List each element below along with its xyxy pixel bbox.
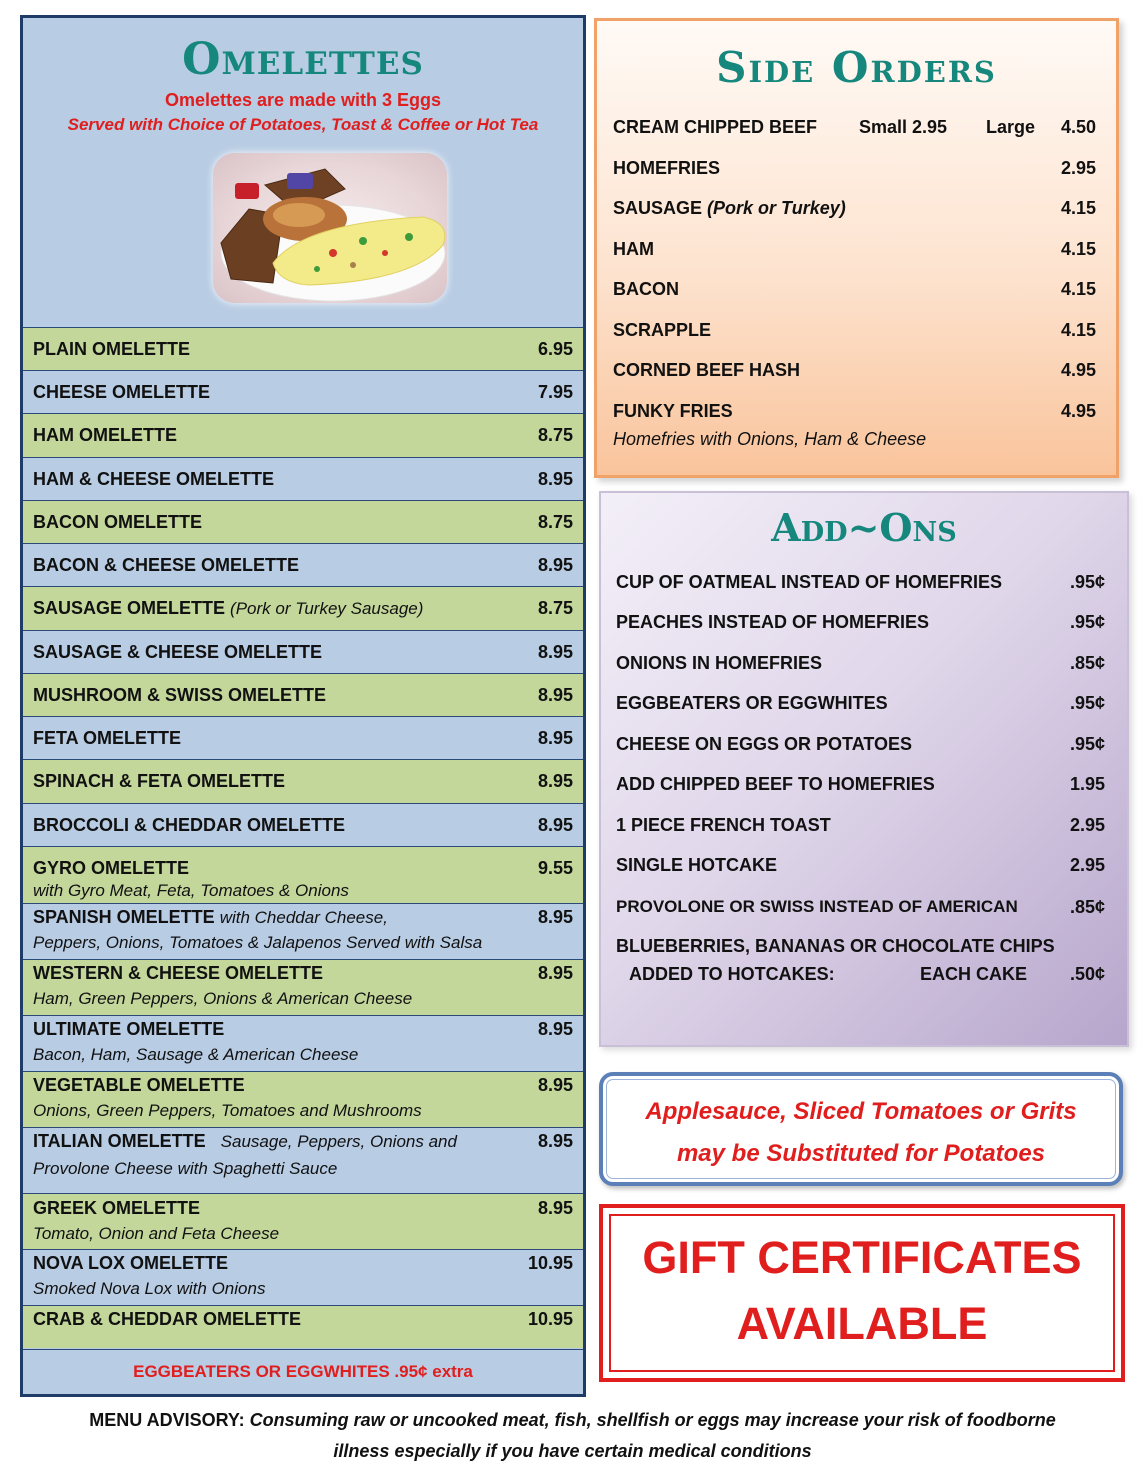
addon-item-onions <box>616 653 1105 675</box>
item-name: BLUEBERRIES, BANANAS OR CHOCOLATE CHIPS <box>616 936 1055 956</box>
side-orders-panel <box>594 18 1119 478</box>
side-item-bacon <box>613 279 1096 301</box>
item-name: SAUSAGE & CHEESE OMELETTE <box>33 642 323 662</box>
omelettes-header <box>23 18 583 324</box>
side-item-ham <box>613 239 1096 261</box>
item-price: 8.75 <box>537 425 573 445</box>
advisory-label: MENU ADVISORY: <box>89 1410 245 1430</box>
item-name: NOVA LOX OMELETTE <box>33 1253 229 1273</box>
addon-item-peaches <box>616 612 1105 634</box>
item-price: 8.95 <box>537 1198 573 1218</box>
menu-item-western-cheese-omelette <box>23 959 583 1015</box>
item-name: ONIONS IN HOMEFRIES <box>616 653 823 673</box>
menu-item-crab-cheddar-omelette <box>23 1305 583 1348</box>
item-large-label: Large <box>986 117 1036 137</box>
advisory-text-2: illness especially if you have certain medical conditions <box>333 1441 812 1461</box>
item-price: 4.15 <box>1060 320 1096 340</box>
item-price: 4.95 <box>1060 401 1096 421</box>
omelette-plate-icon <box>213 153 447 303</box>
item-price: 4.15 <box>1060 198 1096 218</box>
item-note: with Cheddar Cheese, <box>219 908 388 927</box>
substitution-line-1: Applesauce, Sliced Tomatoes or Grits <box>645 1098 1077 1125</box>
each-cake-price: .50¢ <box>1069 964 1105 984</box>
item-name <box>33 907 388 928</box>
side-item-sausage <box>613 198 1096 220</box>
addon-item-provolone-swiss <box>616 897 1105 919</box>
omelettes-list <box>23 327 583 1348</box>
item-price: 8.75 <box>537 598 573 618</box>
item-name: FETA OMELETTE <box>33 728 181 748</box>
item-price: 9.55 <box>537 858 573 878</box>
item-price: .95¢ <box>1069 693 1105 713</box>
gift-line-1: GIFT CERTIFICATES <box>642 1232 1082 1283</box>
omelettes-subtitle: Omelettes are made with 3 Eggs <box>164 90 442 110</box>
item-name: GREEK OMELETTE <box>33 1198 201 1218</box>
menu-item-italian-omelette <box>23 1127 583 1193</box>
item-name <box>33 598 423 619</box>
menu-item-greek-omelette <box>23 1193 583 1249</box>
item-name: BACON OMELETTE <box>33 512 202 532</box>
item-description: Smoked Nova Lox with Onions <box>33 1279 266 1298</box>
menu-item-cheese-omelette <box>23 370 583 413</box>
addon-item-single-hotcake <box>616 855 1105 877</box>
item-price: 8.95 <box>537 1075 573 1095</box>
menu-item-sausage-omelette <box>23 586 583 630</box>
item-name: CHEESE ON EGGS OR POTATOES <box>616 734 913 754</box>
item-price: 2.95 <box>1069 815 1105 835</box>
item-name: BACON & CHEESE OMELETTE <box>33 555 300 575</box>
menu-item-sausage-cheese-omelette <box>23 630 583 673</box>
item-name-text: SAUSAGE OMELETTE <box>33 598 226 618</box>
item-price: .85¢ <box>1069 653 1105 673</box>
menu-item-ham-omelette <box>23 413 583 457</box>
item-name: CREAM CHIPPED BEEF <box>613 117 818 137</box>
omelettes-footer: EGGBEATERS OR EGGWHITES .95¢ extra <box>23 1349 583 1395</box>
addons-title: Add~Ons <box>771 505 957 550</box>
item-name: BACON <box>613 279 679 299</box>
item-name: SCRAPPLE <box>613 320 712 340</box>
menu-item-ultimate-omelette <box>23 1015 583 1071</box>
addon-item-cheese <box>616 734 1105 756</box>
item-price: 8.95 <box>537 642 573 662</box>
item-name: EGGBEATERS OR EGGWHITES <box>616 693 888 713</box>
item-name: WESTERN & CHEESE OMELETTE <box>33 963 324 983</box>
item-price: 8.95 <box>537 1131 573 1151</box>
item-price: 7.95 <box>537 382 573 402</box>
item-description: with Gyro Meat, Feta, Tomatoes & Onions <box>33 881 349 900</box>
menu-item-feta-omelette <box>23 716 583 759</box>
item-name: ADD CHIPPED BEEF TO HOMEFRIES <box>616 774 935 794</box>
omelettes-served-with: Served with Choice of Potatoes, Toast & Coffee or Hot Tea <box>67 115 539 134</box>
item-name: SPINACH & FETA OMELETTE <box>33 771 285 791</box>
item-description: Bacon, Ham, Sausage & American Cheese <box>33 1045 359 1064</box>
item-price: 8.95 <box>537 907 573 927</box>
item-price: .85¢ <box>1069 897 1105 917</box>
item-price: 10.95 <box>527 1309 573 1329</box>
menu-item-bacon-omelette <box>23 500 583 543</box>
item-price: 8.75 <box>537 512 573 532</box>
item-name: MUSHROOM & SWISS OMELETTE <box>33 685 327 705</box>
menu-item-bacon-cheese-omelette <box>23 543 583 586</box>
item-name: CUP OF OATMEAL INSTEAD OF HOMEFRIES <box>616 572 1003 592</box>
item-price: 8.95 <box>537 1019 573 1039</box>
side-item-homefries <box>613 158 1096 180</box>
item-small-price: Small 2.95 <box>859 117 948 137</box>
item-name-text: ITALIAN OMELETTE <box>33 1131 206 1151</box>
item-price: 4.15 <box>1060 279 1096 299</box>
item-name: CHEESE OMELETTE <box>33 382 211 402</box>
item-price: .95¢ <box>1069 734 1105 754</box>
item-price: 8.95 <box>537 555 573 575</box>
item-name <box>33 1131 457 1152</box>
item-price: 4.15 <box>1060 239 1096 259</box>
item-description: Provolone Cheese with Spaghetti Sauce <box>33 1159 338 1178</box>
item-note: (Pork or Turkey Sausage) <box>230 599 424 618</box>
item-name: 1 PIECE FRENCH TOAST <box>616 815 831 835</box>
addon-item-blueberries <box>616 936 1105 958</box>
item-name-text: SPANISH OMELETTE <box>33 907 215 927</box>
item-name: PROVOLONE OR SWISS INSTEAD OF AMERICAN <box>616 897 1018 916</box>
omelette-plate-photo <box>213 153 447 303</box>
item-price: 2.95 <box>1060 158 1096 178</box>
item-name-text: SAUSAGE <box>613 198 703 218</box>
substitution-line-2: may be Substituted for Potatoes <box>676 1140 1046 1167</box>
item-name: HAM <box>613 239 654 259</box>
menu-item-nova-lox-omelette <box>23 1249 583 1305</box>
item-price: 8.95 <box>537 963 573 983</box>
menu-item-spanish-omelette <box>23 903 583 959</box>
side-item-corned-beef-hash <box>613 360 1096 382</box>
item-large-price: 4.50 <box>1060 117 1096 137</box>
item-price: .95¢ <box>1069 612 1105 632</box>
item-price: 8.95 <box>537 469 573 489</box>
item-name: HAM & CHEESE OMELETTE <box>33 469 275 489</box>
item-name: CRAB & CHEDDAR OMELETTE <box>33 1309 301 1329</box>
item-name: HOMEFRIES <box>613 158 721 178</box>
menu-advisory-line-2 <box>0 1441 1145 1462</box>
item-name: VEGETABLE OMELETTE <box>33 1075 245 1095</box>
item-name: PEACHES INSTEAD OF HOMEFRIES <box>616 612 930 632</box>
item-description: Tomato, Onion and Feta Cheese <box>33 1224 280 1243</box>
item-description: Peppers, Onions, Tomatoes & Jalapenos Served with Salsa <box>33 933 483 952</box>
addon-item-eggbeaters <box>616 693 1105 715</box>
each-cake-label: EACH CAKE <box>920 964 1028 984</box>
item-name: ULTIMATE OMELETTE <box>33 1019 225 1039</box>
menu-item-gyro-omelette <box>23 846 583 903</box>
item-name <box>613 198 846 219</box>
gift-line-2: AVAILABLE <box>736 1298 988 1349</box>
hotcakes-label: ADDED TO HOTCAKES: <box>629 964 835 984</box>
item-name: GYRO OMELETTE <box>33 858 190 878</box>
item-name: PLAIN OMELETTE <box>33 339 190 359</box>
side-orders-title: Side Orders <box>716 43 997 92</box>
item-name: CORNED BEEF HASH <box>613 360 801 380</box>
item-name: HAM OMELETTE <box>33 425 177 445</box>
item-price: 6.95 <box>537 339 573 359</box>
addon-item-oatmeal <box>616 572 1105 594</box>
item-price: 1.95 <box>1069 774 1105 794</box>
addons-panel <box>599 491 1129 1047</box>
item-price: 8.95 <box>537 685 573 705</box>
item-description: Onions, Green Peppers, Tomatoes and Mushrooms <box>33 1101 422 1120</box>
item-price: 8.95 <box>537 815 573 835</box>
item-name: BROCCOLI & CHEDDAR OMELETTE <box>33 815 345 835</box>
addon-item-french-toast <box>616 815 1105 837</box>
item-price: 2.95 <box>1069 855 1105 875</box>
item-name: SINGLE HOTCAKE <box>616 855 778 875</box>
item-description: Ham, Green Peppers, Onions & American Cheese <box>33 989 413 1008</box>
funky-fries-description: Homefries with Onions, Ham & Cheese <box>613 429 927 449</box>
side-item-funky-fries <box>613 401 1096 423</box>
menu-item-spinach-feta-omelette <box>23 759 583 803</box>
gift-certificates-box <box>599 1204 1125 1382</box>
omelettes-title: Omelettes <box>182 34 424 85</box>
menu-item-mushroom-swiss-omelette <box>23 673 583 716</box>
menu-item-ham-cheese-omelette <box>23 457 583 500</box>
substitution-notice <box>599 1072 1123 1186</box>
item-price: 10.95 <box>527 1253 573 1273</box>
item-price: 8.95 <box>537 728 573 748</box>
item-price: 4.95 <box>1060 360 1096 380</box>
menu-advisory-line-1 <box>0 1410 1145 1431</box>
item-name: FUNKY FRIES <box>613 401 733 421</box>
side-item-cream-chipped-beef <box>613 117 1096 139</box>
item-price: .95¢ <box>1069 572 1105 592</box>
addon-item-chipped-beef <box>616 774 1105 796</box>
menu-item-broccoli-cheddar-omelette <box>23 803 583 846</box>
advisory-text-1: Consuming raw or uncooked meat, fish, shellfish or eggs may increase your risk of foodborne <box>249 1410 1056 1430</box>
item-note: (Pork or Turkey) <box>707 198 846 218</box>
side-item-scrapple <box>613 320 1096 342</box>
menu-item-vegetable-omelette <box>23 1071 583 1127</box>
item-note: Sausage, Peppers, Onions and <box>220 1132 457 1151</box>
item-price: 8.95 <box>537 771 573 791</box>
menu-item-plain-omelette <box>23 327 583 370</box>
omelettes-panel <box>20 15 586 1397</box>
